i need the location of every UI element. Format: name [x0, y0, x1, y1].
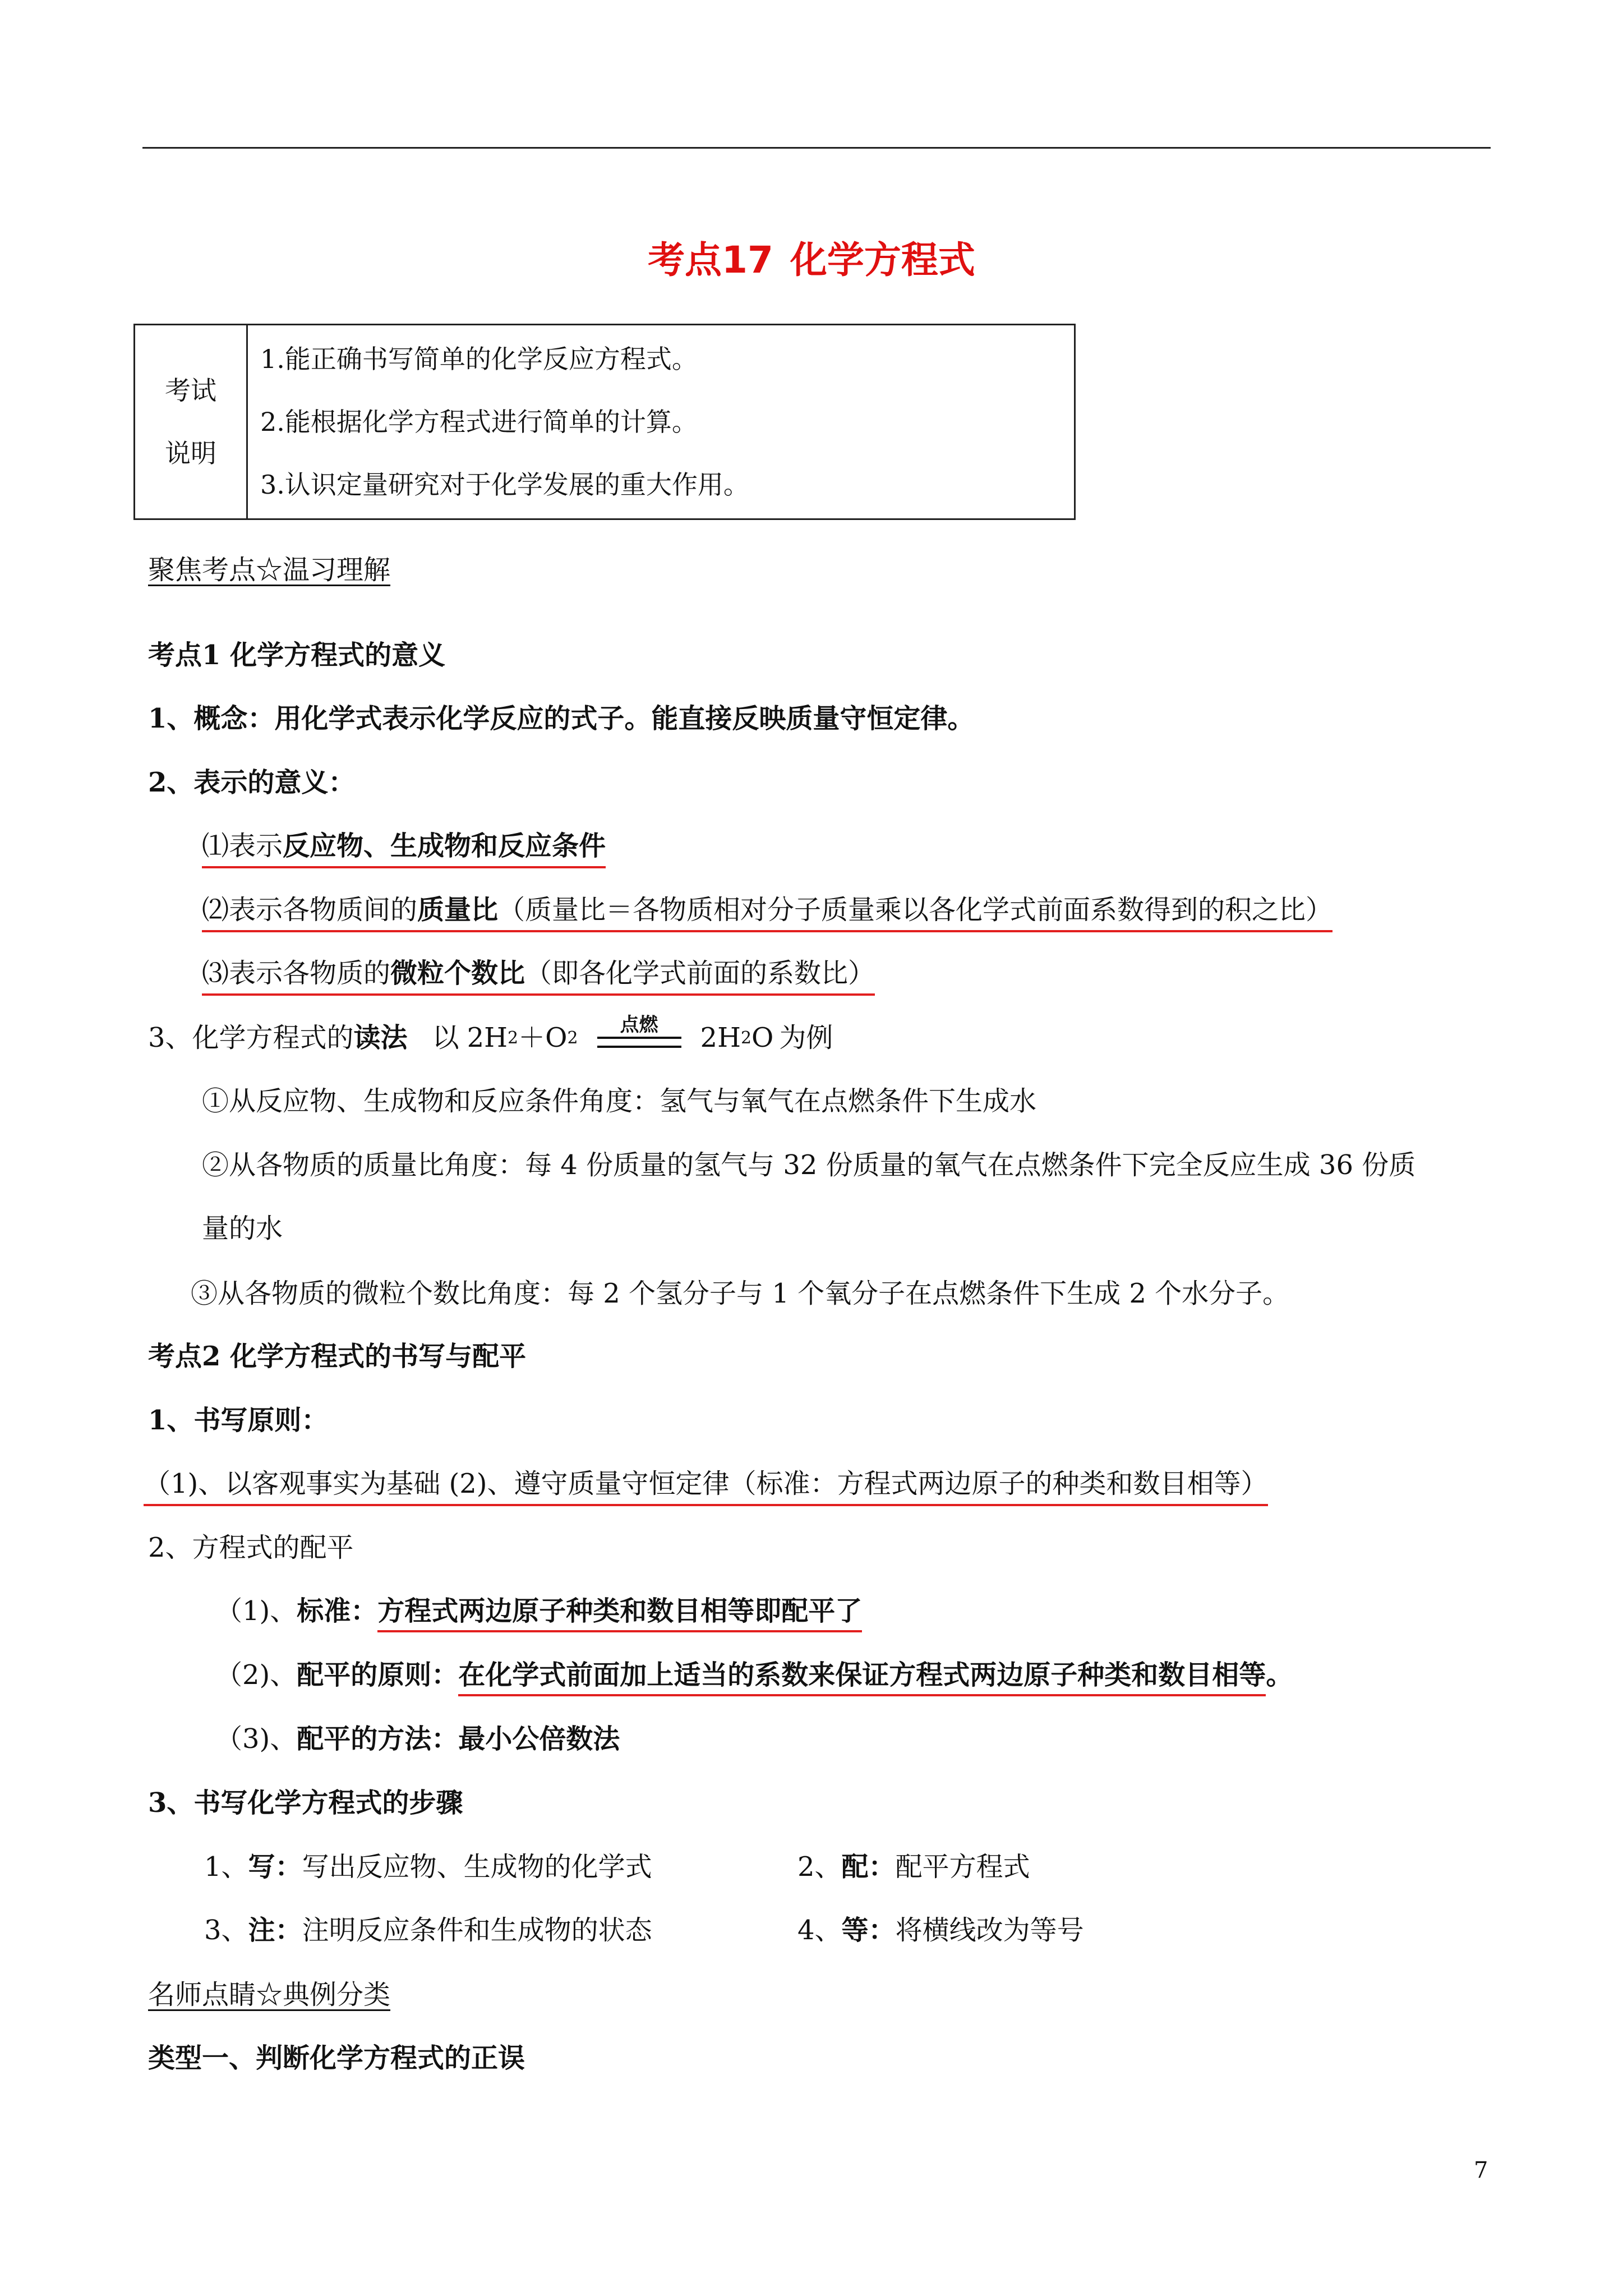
- kp2-balance3: [215, 1723, 620, 1756]
- step4-label: 等：: [841, 1915, 896, 1946]
- meaning1-bold: 反应物、生成物和反应条件: [283, 830, 606, 862]
- meaning3-prefix: ⑶表示各物质的: [202, 958, 391, 989]
- meaning-title-text: 2、表示的意义：: [148, 767, 356, 798]
- step1-label: 写：: [248, 1851, 302, 1883]
- kp2-balance1: [215, 1595, 862, 1628]
- kp1-meaning-title: [148, 767, 355, 799]
- meaning1-prefix: ⑴表示: [202, 830, 283, 862]
- bal2-text: 在化学式前面加上适当的系数来保证方程式两边原子种类和数目相等: [458, 1659, 1266, 1696]
- section-heading-examples: 名师点睛☆典例分类: [148, 1979, 391, 2010]
- exam-requirements-table: [133, 324, 1076, 520]
- title-prefix: 考点17: [648, 238, 773, 282]
- kp1-read2a: ②从各物质的质量比角度：每 4 份质量的氢气与 32 份质量的氧气在点燃条件下完全反应生成 36 份质: [202, 1149, 1416, 1181]
- bal1-label: 标准：: [297, 1595, 378, 1627]
- reading-prefix: 3、化学方程式的: [148, 1022, 354, 1054]
- bal1-text: 方程式两边原子种类和数目相等即配平了: [377, 1595, 862, 1632]
- kp1-meaning3: [202, 958, 875, 996]
- meaning3-bold: 微粒个数比: [390, 958, 525, 989]
- kp2-steps-title: 3、书写化学方程式的步骤: [148, 1787, 463, 1819]
- kp1-read3: ③从各物质的微粒个数比角度：每 2 个氢分子与 1 个氧分子在点燃条件下生成 2 个水分子。: [191, 1278, 1290, 1309]
- kp1-reading: [148, 1014, 833, 1055]
- step2-text: 配平方程式: [895, 1851, 1030, 1883]
- type1-heading: 类型一、判断化学方程式的正误: [148, 2042, 525, 2074]
- eq-h2-sub: 2: [507, 1028, 519, 1048]
- kp2-balance-title: 2、方程式的配平: [148, 1532, 354, 1563]
- eq-o2-sub: 2: [567, 1028, 578, 1048]
- kp1-concept: 1、概念：用化学式表示化学反应的式子。能直接反映质量守恒定律。: [148, 703, 975, 734]
- exam-box-label: [135, 325, 247, 519]
- reading-bold: 读法: [353, 1022, 408, 1054]
- eq-h2-a: 2H: [467, 1022, 508, 1054]
- eq-plus-o: ＋O: [518, 1022, 568, 1054]
- reading-post: 为例: [779, 1022, 833, 1054]
- exam-item: 3.认识定量研究对于化学发展的重大作用。: [260, 470, 749, 500]
- bal2-end: 。: [1266, 1659, 1293, 1691]
- bal3-label: 配平的方法：最小公倍数法: [297, 1723, 620, 1755]
- kp1-read2b: 量的水: [202, 1213, 283, 1244]
- page-number: 7: [1474, 2157, 1488, 2183]
- exam-label-line1: 考试: [165, 375, 216, 406]
- step3-text: 注明反应条件和生成物的状态: [302, 1915, 652, 1946]
- bal1-prefix: （1)、: [215, 1595, 297, 1627]
- kp1-meaning2: [202, 894, 1332, 932]
- step-2: [797, 1851, 1030, 1884]
- kp1-read1: ①从反应物、生成物和反应条件角度：氢气与氧气在点燃条件下生成水: [202, 1085, 1037, 1117]
- step1-text: 写出反应物、生成物的化学式: [302, 1851, 652, 1883]
- step-3: [204, 1915, 652, 1947]
- meaning2-bold: 质量比: [417, 894, 499, 926]
- exam-item: 2.能根据化学方程式进行简单的计算。: [260, 407, 698, 437]
- meaning2-post: （质量比＝各物质相对分子质量乘以各化学式前面系数得到的积之比）: [498, 894, 1333, 926]
- kp1-meaning1: [202, 830, 606, 868]
- step2-num: 2、: [797, 1851, 842, 1883]
- eq-condition: 点燃: [620, 1014, 658, 1036]
- bal2-label: 配平的原则：: [297, 1659, 459, 1691]
- step3-num: 3、: [204, 1915, 248, 1946]
- step3-label: 注：: [248, 1915, 302, 1946]
- bal2-prefix: （2)、: [215, 1659, 297, 1691]
- eq-h2o-o: O: [751, 1022, 774, 1054]
- page-title: [0, 230, 1623, 283]
- exam-label-line2: 说明: [165, 438, 216, 468]
- step1-num: 1、: [204, 1851, 248, 1883]
- title-main: 化学方程式: [790, 238, 975, 282]
- exam-box-items: [247, 325, 1075, 519]
- eq-equals-bars: [597, 1037, 681, 1048]
- step2-label: 配：: [841, 1851, 896, 1883]
- exam-item: 1.能正确书写简单的化学反应方程式。: [260, 344, 698, 374]
- eq-h2o-sub: 2: [740, 1028, 752, 1048]
- equation: [467, 1014, 774, 1055]
- equation-arrow: [597, 1015, 681, 1048]
- meaning2-prefix: ⑵表示各物质间的: [202, 894, 418, 926]
- step-1: [204, 1851, 652, 1884]
- step4-text: 将横线改为等号: [895, 1915, 1084, 1946]
- header-rule: [142, 147, 1491, 149]
- eq-h2o-a: 2H: [700, 1022, 741, 1054]
- reading-mid: 以: [432, 1022, 459, 1054]
- bal3-prefix: （3)、: [215, 1723, 297, 1755]
- kp2-heading: 考点2 化学方程式的书写与配平: [148, 1341, 527, 1372]
- kp1-heading: 考点1 化学方程式的意义: [148, 639, 446, 671]
- meaning3-post: （即各化学式前面的系数比）: [525, 958, 875, 989]
- kp2-principle: （1)、以客观事实为基础 (2)、遵守质量守恒定律（标准：方程式两边原子的种类和数目相等）: [144, 1468, 1268, 1506]
- section-heading-review: 聚焦考点☆温习理解: [148, 554, 391, 586]
- step4-num: 4、: [797, 1915, 842, 1946]
- kp2-balance2: [215, 1659, 1293, 1692]
- kp2-principle-title: 1、书写原则：: [148, 1405, 329, 1436]
- step-4: [797, 1915, 1084, 1947]
